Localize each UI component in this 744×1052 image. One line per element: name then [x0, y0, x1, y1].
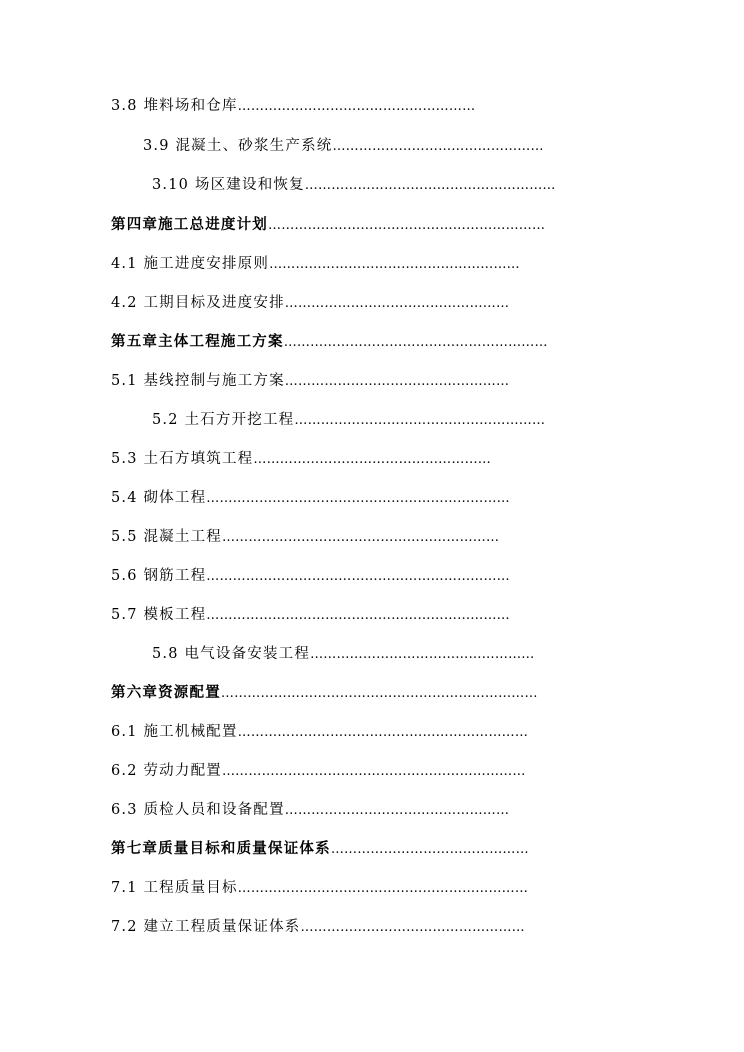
toc-entry-label: 3.9 混凝土、砂浆生产系统 [143, 138, 333, 154]
toc-chapter-label: 第五章主体工程施工方案 [111, 333, 284, 350]
toc-dot-leader: …………………………………………………………… [221, 764, 526, 779]
toc-entry-label: 5.5 混凝土工程 [111, 529, 222, 545]
toc-chapter-label: 第四章施工总进度计划 [111, 216, 268, 233]
toc-entry-5-4 [111, 489, 510, 508]
toc-entry-label: 5.8 电气设备安装工程 [152, 646, 311, 662]
toc-entry-label: 7.2 建立工程质量保证体系 [111, 919, 301, 935]
toc-dot-leader: ……………………………………………………… [268, 218, 546, 233]
toc-entry-label: 5.7 模板工程 [111, 607, 207, 623]
toc-entry-label: 4.2 工期目标及进度安排 [111, 295, 285, 311]
toc-dot-leader: ……………………………………………… [253, 452, 491, 467]
toc-chapter-5 [111, 333, 548, 352]
toc-entry-4-1 [111, 255, 520, 274]
toc-entry-label: 6.2 劳动力配置 [111, 763, 222, 779]
toc-entry-label: 7.1 工程质量目标 [111, 880, 238, 896]
toc-dot-leader: ……………………………………………… [237, 99, 476, 114]
toc-dot-leader: ……………………………………………………………… [220, 686, 538, 701]
toc-entry-label: 5.2 土石方开挖工程 [152, 412, 295, 428]
toc-entry-3-8 [111, 97, 475, 116]
toc-entry-3-10 [152, 176, 556, 195]
toc-entry-label: 5.6 钢筋工程 [111, 568, 207, 584]
toc-entry-label: 3.10 场区建设和恢复 [152, 177, 305, 193]
toc-chapter-7 [111, 840, 529, 859]
toc-dot-leader: ………………………………………………………… [237, 725, 529, 740]
toc-entry-5-7 [111, 606, 510, 625]
toc-chapter-6 [111, 684, 538, 703]
toc-entry-6-3 [111, 801, 509, 820]
toc-dot-leader: …………………………………………… [300, 920, 525, 935]
toc-chapter-label: 第七章质量目标和质量保证体系 [111, 840, 331, 857]
toc-dot-leader: ………………………………………………… [294, 413, 546, 428]
toc-entry-5-1 [111, 372, 509, 391]
toc-entry-5-8 [152, 645, 534, 664]
toc-dot-leader: …………………………………………… [284, 374, 510, 389]
toc-dot-leader: ………………………………………………… [269, 257, 520, 272]
toc-dot-leader: …………………………………………… [284, 296, 510, 311]
toc-entry-4-2 [111, 294, 509, 313]
toc-dot-leader: …………………………………………………………… [206, 491, 510, 506]
toc-entry-7-1 [111, 879, 528, 898]
toc-entry-label: 4.1 施工进度安排原则 [111, 256, 270, 272]
toc-entry-6-1 [111, 723, 528, 742]
toc-entry-3-9 [143, 137, 544, 156]
toc-entry-label: 3.8 堆料场和仓库 [111, 98, 238, 114]
toc-entry-label: 6.3 质检人员和设备配置 [111, 802, 285, 818]
toc-dot-leader: ……………………………………………………… [221, 530, 500, 545]
toc-entry-6-2 [111, 762, 526, 781]
toc-chapter-label: 第六章资源配置 [111, 684, 221, 701]
toc-dot-leader: ………………………………………………………… [237, 881, 529, 896]
toc-entry-5-2 [152, 411, 545, 430]
toc-dot-leader: …………………………………………… [284, 803, 510, 818]
toc-dot-leader: ………………………………………………… [304, 178, 556, 193]
toc-entry-label: 5.4 砌体工程 [111, 490, 207, 506]
toc-dot-leader: ………………………………………… [332, 139, 544, 154]
toc-dot-leader: …………………………………………………… [283, 335, 548, 350]
toc-entry-5-5 [111, 528, 499, 547]
toc-chapter-4 [111, 216, 545, 235]
toc-entry-label: 5.1 基线控制与施工方案 [111, 373, 285, 389]
toc-entry-5-6 [111, 567, 510, 586]
toc-entry-5-3 [111, 450, 491, 469]
toc-dot-leader: …………………………………………………………… [206, 608, 510, 623]
toc-dot-leader: ……………………………………… [330, 842, 529, 857]
toc-entry-label: 5.3 土石方填筑工程 [111, 451, 254, 467]
toc-dot-leader: …………………………………………… [310, 647, 535, 662]
toc-entry-label: 6.1 施工机械配置 [111, 724, 238, 740]
toc-dot-leader: …………………………………………………………… [206, 569, 510, 584]
toc-entry-7-2 [111, 918, 525, 937]
